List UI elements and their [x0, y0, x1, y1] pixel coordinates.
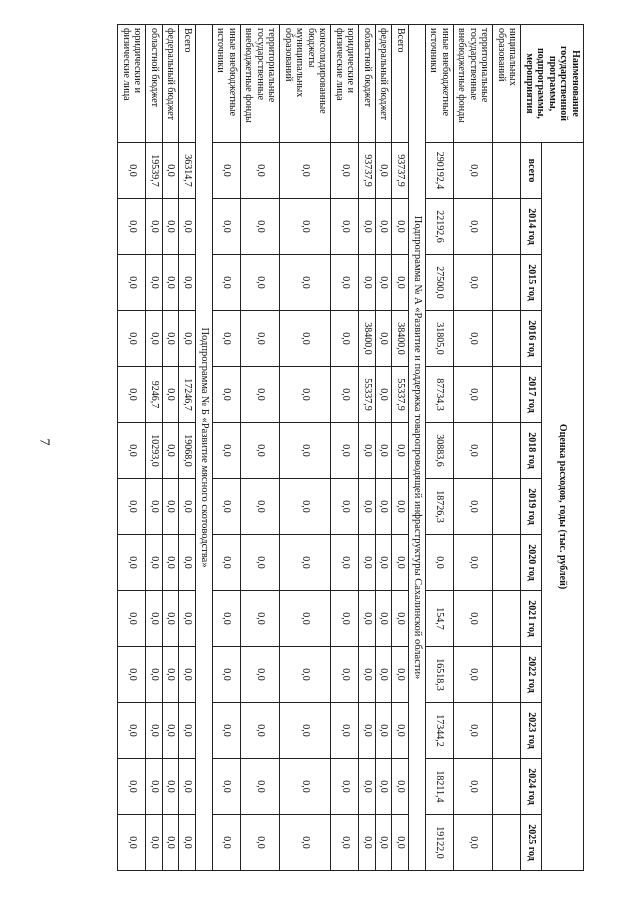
value-cell: 0,0 — [162, 647, 179, 703]
rotated-table-container — [58, 24, 584, 870]
table-row — [280, 25, 331, 871]
value-cell: 0,0 — [162, 311, 179, 367]
value-cell: 0,0 — [375, 759, 392, 815]
value-cell: 0,0 — [240, 759, 280, 815]
year-column-header: 2020 год — [521, 535, 542, 591]
value-cell: 0,0 — [118, 367, 146, 423]
year-column-header: 2022 год — [521, 647, 542, 703]
value-cell: 0,0 — [240, 703, 280, 759]
value-cell: 0,0 — [212, 703, 240, 759]
value-cell: 0,0 — [392, 703, 409, 759]
value-cell: 0,0 — [240, 591, 280, 647]
value-cell: 0,0 — [331, 367, 359, 423]
value-cell — [493, 535, 521, 591]
value-cell: 0,0 — [454, 535, 494, 591]
row-label: территориальные государственные внебюджетные фонды — [454, 25, 494, 143]
value-cell: 0,0 — [454, 255, 494, 311]
value-cell: 0,0 — [212, 591, 240, 647]
row-label: иные внебюджетные источники — [426, 25, 454, 143]
value-cell: 18211,4 — [426, 759, 454, 815]
value-cell — [493, 703, 521, 759]
value-cell: 0,0 — [240, 367, 280, 423]
table-row — [118, 25, 146, 871]
table-row — [240, 25, 280, 871]
year-column-header: 2017 год — [521, 367, 542, 423]
value-cell: 0,0 — [331, 199, 359, 255]
value-cell: 0,0 — [331, 591, 359, 647]
value-cell: 0,0 — [212, 367, 240, 423]
value-cell: 0,0 — [454, 479, 494, 535]
value-cell: 0,0 — [280, 759, 331, 815]
value-cell: 0,0 — [212, 199, 240, 255]
value-cell: 0,0 — [375, 815, 392, 871]
value-cell: 0,0 — [118, 199, 146, 255]
name-column-header: Наименование государственной программы, подпрограммы, мероприятия — [521, 25, 584, 143]
value-cell: 0,0 — [454, 815, 494, 871]
value-cell: 16518,3 — [426, 647, 454, 703]
value-cell: 0,0 — [280, 255, 331, 311]
value-cell: 0,0 — [359, 423, 376, 479]
value-cell: 0,0 — [240, 479, 280, 535]
table-row — [454, 25, 494, 871]
table-row — [359, 25, 376, 871]
year-column-header: 2015 год — [521, 255, 542, 311]
value-cell: 0,0 — [280, 535, 331, 591]
value-cell: 0,0 — [118, 423, 146, 479]
value-cell: 0,0 — [454, 591, 494, 647]
table-row — [162, 25, 179, 871]
value-cell: 0,0 — [162, 423, 179, 479]
row-label: Всего — [179, 25, 196, 143]
value-cell: 0,0 — [240, 255, 280, 311]
value-cell: 93737,9 — [359, 143, 376, 199]
value-cell: 0,0 — [392, 815, 409, 871]
value-cell: 0,0 — [146, 703, 163, 759]
value-cell: 0,0 — [240, 647, 280, 703]
value-cell: 0,0 — [392, 199, 409, 255]
value-cell: 0,0 — [179, 647, 196, 703]
value-cell: 0,0 — [146, 591, 163, 647]
value-cell: 17344,2 — [426, 703, 454, 759]
value-cell: 0,0 — [118, 535, 146, 591]
value-cell: 55337,9 — [392, 367, 409, 423]
value-cell: 0,0 — [280, 479, 331, 535]
value-cell: 0,0 — [179, 815, 196, 871]
value-cell: 0,0 — [162, 703, 179, 759]
table-row — [375, 25, 392, 871]
row-label: федеральный бюджет — [375, 25, 392, 143]
value-cell: 10293,0 — [146, 423, 163, 479]
value-cell: 0,0 — [454, 759, 494, 815]
value-cell: 0,0 — [146, 815, 163, 871]
year-column-header: 2016 год — [521, 311, 542, 367]
value-cell: 0,0 — [146, 647, 163, 703]
value-cell: 0,0 — [212, 423, 240, 479]
table-row — [392, 25, 409, 871]
year-column-header: 2019 год — [521, 479, 542, 535]
value-cell: 0,0 — [118, 703, 146, 759]
value-cell: 0,0 — [280, 143, 331, 199]
value-cell: 93737,9 — [392, 143, 409, 199]
value-cell — [493, 759, 521, 815]
value-cell: 27500,0 — [426, 255, 454, 311]
value-cell: 0,0 — [146, 255, 163, 311]
value-cell: 0,0 — [454, 199, 494, 255]
year-column-header: 2025 год — [521, 815, 542, 871]
value-cell: 0,0 — [162, 535, 179, 591]
value-cell: 0,0 — [392, 647, 409, 703]
value-cell: 0,0 — [454, 703, 494, 759]
value-cell: 0,0 — [280, 367, 331, 423]
value-cell: 55337,9 — [359, 367, 376, 423]
value-cell: 0,0 — [359, 703, 376, 759]
value-cell: 0,0 — [162, 479, 179, 535]
value-cell — [493, 143, 521, 199]
value-cell: 0,0 — [118, 143, 146, 199]
value-cell: 0,0 — [331, 759, 359, 815]
row-label: территориальные государственные внебюджетные фонды — [240, 25, 280, 143]
value-cell: 38400,0 — [359, 311, 376, 367]
estimate-header: Оценка расходов, годы (тыс. рублей) — [542, 143, 584, 871]
value-cell: 0,0 — [331, 703, 359, 759]
year-column-header: 2021 год — [521, 591, 542, 647]
value-cell: 0,0 — [118, 591, 146, 647]
value-cell: 0,0 — [375, 479, 392, 535]
value-cell: 0,0 — [392, 479, 409, 535]
value-cell: 0,0 — [162, 199, 179, 255]
value-cell: 0,0 — [331, 255, 359, 311]
table-row — [426, 25, 454, 871]
value-cell: 0,0 — [118, 255, 146, 311]
row-label: Всего — [392, 25, 409, 143]
value-cell: 0,0 — [240, 423, 280, 479]
value-cell: 0,0 — [375, 143, 392, 199]
value-cell: 0,0 — [280, 199, 331, 255]
expenditure-table — [117, 24, 584, 871]
value-cell — [493, 647, 521, 703]
value-cell: 0,0 — [240, 815, 280, 871]
value-cell: 0,0 — [454, 311, 494, 367]
value-cell: 0,0 — [118, 647, 146, 703]
value-cell: 0,0 — [359, 199, 376, 255]
section-title: Подпрограмма № А «Развитие и поддержка товаропроводящей инфраструктуры Сахалинской области» — [408, 25, 425, 871]
section-title: Подпрограмма № Б «Развитие мясного скотоводства» — [195, 25, 212, 871]
value-cell: 19539,7 — [146, 143, 163, 199]
value-cell: 0,0 — [426, 535, 454, 591]
row-label: юридические и физические лица — [118, 25, 146, 143]
value-cell: 0,0 — [162, 367, 179, 423]
value-cell: 0,0 — [359, 591, 376, 647]
value-cell: 0,0 — [162, 591, 179, 647]
value-cell: 0,0 — [179, 535, 196, 591]
value-cell: 0,0 — [359, 255, 376, 311]
row-label: федеральный бюджет — [162, 25, 179, 143]
value-cell: 0,0 — [375, 311, 392, 367]
year-column-header: 2023 год — [521, 703, 542, 759]
row-label: ниципальных образований — [493, 25, 521, 143]
value-cell — [493, 367, 521, 423]
year-header-row — [521, 25, 542, 871]
value-cell: 31805,0 — [426, 311, 454, 367]
value-cell: 18726,3 — [426, 479, 454, 535]
value-cell: 0,0 — [392, 591, 409, 647]
value-cell: 0,0 — [240, 199, 280, 255]
value-cell: 290192,4 — [426, 143, 454, 199]
value-cell: 0,0 — [454, 423, 494, 479]
value-cell: 0,0 — [146, 311, 163, 367]
value-cell: 0,0 — [240, 143, 280, 199]
value-cell: 0,0 — [118, 311, 146, 367]
value-cell: 0,0 — [280, 815, 331, 871]
table-row — [212, 25, 240, 871]
table-row — [179, 25, 196, 871]
value-cell: 0,0 — [146, 759, 163, 815]
value-cell: 0,0 — [146, 479, 163, 535]
value-cell: 0,0 — [454, 367, 494, 423]
value-cell: 0,0 — [375, 591, 392, 647]
value-cell: 38400,0 — [392, 311, 409, 367]
value-cell: 0,0 — [454, 143, 494, 199]
row-label: областной бюджет — [146, 25, 163, 143]
value-cell: 0,0 — [118, 479, 146, 535]
value-cell: 0,0 — [162, 815, 179, 871]
row-label: консолидированные бюджеты муниципальных образований — [280, 25, 331, 143]
year-column-header: 2024 год — [521, 759, 542, 815]
value-cell: 0,0 — [179, 479, 196, 535]
value-cell: 0,0 — [375, 199, 392, 255]
value-cell: 0,0 — [280, 591, 331, 647]
value-cell: 17246,7 — [179, 367, 196, 423]
value-cell: 0,0 — [146, 199, 163, 255]
value-cell — [493, 815, 521, 871]
value-cell — [493, 423, 521, 479]
year-column-header: всего — [521, 143, 542, 199]
table-body — [118, 25, 521, 871]
section-row — [195, 25, 212, 871]
value-cell: 30883,6 — [426, 423, 454, 479]
value-cell: 36314,7 — [179, 143, 196, 199]
value-cell: 0,0 — [331, 423, 359, 479]
value-cell: 0,0 — [331, 479, 359, 535]
value-cell: 0,0 — [375, 255, 392, 311]
value-cell: 19122,0 — [426, 815, 454, 871]
value-cell: 0,0 — [179, 311, 196, 367]
value-cell: 0,0 — [146, 535, 163, 591]
section-row — [408, 25, 425, 871]
value-cell — [493, 479, 521, 535]
value-cell: 0,0 — [392, 255, 409, 311]
value-cell: 0,0 — [162, 143, 179, 199]
row-label: областной бюджет — [359, 25, 376, 143]
value-cell — [493, 199, 521, 255]
table-row — [493, 25, 521, 871]
value-cell: 0,0 — [392, 423, 409, 479]
value-cell: 0,0 — [212, 815, 240, 871]
value-cell: 0,0 — [240, 535, 280, 591]
value-cell: 0,0 — [375, 535, 392, 591]
row-label: иные внебюджетные источники — [212, 25, 240, 143]
year-column-header: 2014 год — [521, 199, 542, 255]
value-cell: 0,0 — [280, 703, 331, 759]
value-cell: 0,0 — [359, 759, 376, 815]
value-cell: 0,0 — [331, 815, 359, 871]
value-cell: 0,0 — [331, 535, 359, 591]
value-cell: 0,0 — [212, 479, 240, 535]
value-cell: 0,0 — [392, 535, 409, 591]
value-cell: 0,0 — [179, 255, 196, 311]
value-cell: 0,0 — [375, 703, 392, 759]
value-cell: 0,0 — [359, 535, 376, 591]
value-cell: 0,0 — [179, 591, 196, 647]
value-cell: 87734,3 — [426, 367, 454, 423]
value-cell: 0,0 — [359, 647, 376, 703]
value-cell: 0,0 — [212, 535, 240, 591]
value-cell: 154,7 — [426, 591, 454, 647]
value-cell: 19068,0 — [179, 423, 196, 479]
table-row — [146, 25, 163, 871]
value-cell: 0,0 — [179, 199, 196, 255]
value-cell: 0,0 — [454, 647, 494, 703]
value-cell: 9246,7 — [146, 367, 163, 423]
value-cell: 0,0 — [212, 759, 240, 815]
value-cell: 0,0 — [118, 759, 146, 815]
value-cell — [493, 591, 521, 647]
value-cell: 0,0 — [280, 647, 331, 703]
value-cell: 0,0 — [280, 311, 331, 367]
value-cell: 0,0 — [162, 759, 179, 815]
value-cell: 0,0 — [280, 423, 331, 479]
value-cell: 0,0 — [162, 255, 179, 311]
value-cell: 0,0 — [212, 143, 240, 199]
year-column-header: 2018 год — [521, 423, 542, 479]
value-cell: 0,0 — [212, 647, 240, 703]
value-cell: 22192,6 — [426, 199, 454, 255]
value-cell: 0,0 — [179, 703, 196, 759]
row-label: юридические и физические лица — [331, 25, 359, 143]
value-cell: 0,0 — [331, 647, 359, 703]
value-cell: 0,0 — [331, 143, 359, 199]
value-cell — [493, 311, 521, 367]
value-cell: 0,0 — [118, 815, 146, 871]
table-row — [331, 25, 359, 871]
value-cell: 0,0 — [179, 759, 196, 815]
value-cell: 0,0 — [212, 255, 240, 311]
page-number: 7 — [36, 438, 52, 446]
value-cell — [493, 255, 521, 311]
value-cell: 0,0 — [331, 311, 359, 367]
value-cell: 0,0 — [212, 311, 240, 367]
value-cell: 0,0 — [375, 367, 392, 423]
value-cell: 0,0 — [375, 647, 392, 703]
value-cell: 0,0 — [375, 423, 392, 479]
value-cell: 0,0 — [240, 311, 280, 367]
value-cell: 0,0 — [359, 815, 376, 871]
value-cell: 0,0 — [359, 479, 376, 535]
value-cell: 0,0 — [392, 759, 409, 815]
